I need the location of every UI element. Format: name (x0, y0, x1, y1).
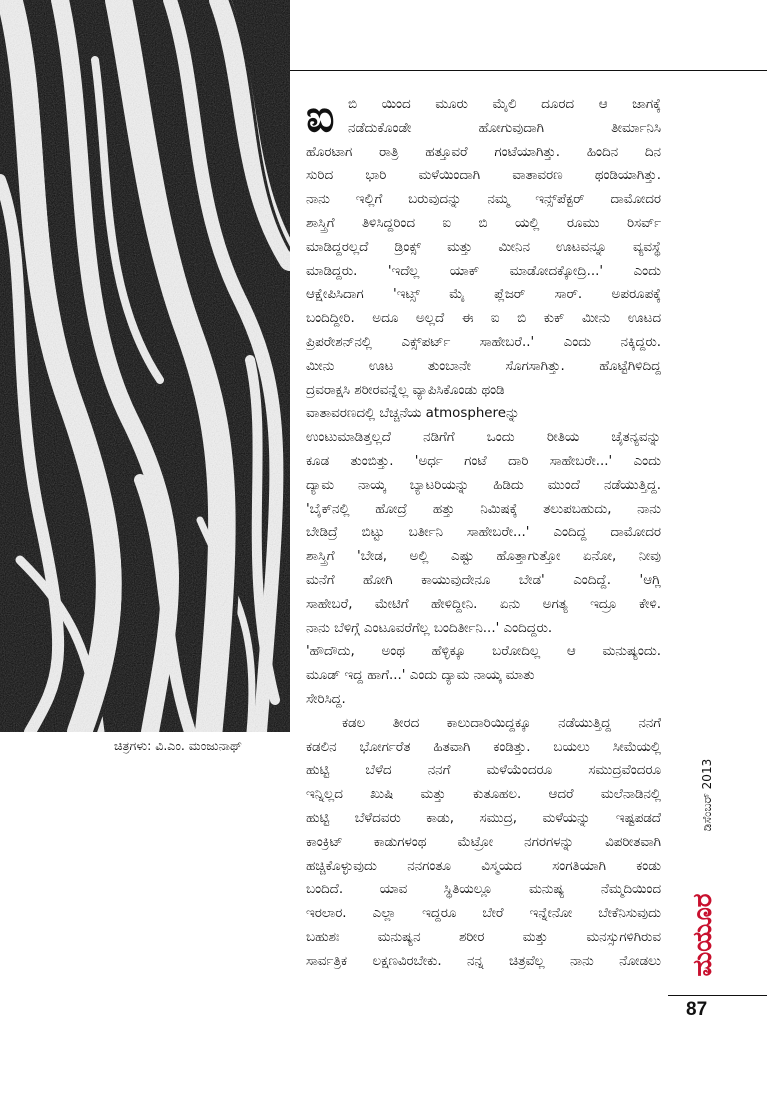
article-line: ಕಡಲ ತೀರದ ಕಾಲುದಾರಿಯಿದ್ದಕ್ಕೂ ನಡೆಯುತ್ತಿದ್ದ ನನಗೆ (342, 715, 661, 731)
drop-cap: ಐ (306, 91, 335, 142)
article-line: ಹಚ್ಚಿಕೊಳ್ಳುವುದು ನನಗಂತೂ ವಿಸ್ಮಯದ ಸಂಗತಿಯಾಗಿ ಕಂಡು (306, 858, 661, 874)
article-line: ಇನ್ನಿಲ್ಲದ ಖುಷಿ ಮತ್ತು ಕುತೂಹಲ. ಆದರೆ ಮಲೆನಾಡಿನಲ್ಲಿ (306, 787, 661, 803)
article-line: ಸುರಿದ ಭಾರಿ ಮಳೆಯಿಂದಾಗಿ ವಾತಾವರಣ ಥಂಡಿಯಾಗಿತ್ತು. (306, 168, 661, 184)
abstract-brushstroke-drawing (0, 0, 290, 732)
page-number: 87 (686, 999, 708, 1020)
magazine-logo (687, 880, 717, 988)
article-line: ಮೀನು ಊಟ ತುಂಬಾನೇ ಸೊಗಸಾಗಿತ್ತು. ಹೊಟ್ಟೆಗಿಳಿದಿದ್ದ (306, 358, 661, 374)
article-line: ಬಂದಿದ್ದೀರಿ. ಅದೂ ಅಲ್ಲದೆ ಈ ಐ ಬಿ ಕುಕ್ ಮೀನು ಊಟದ (306, 311, 661, 327)
article-line: ಬಿ ಯಿಂದ ಮೂರು ಮೈಲಿ ದೂರದ ಆ ಜಾಗಕ್ಕೆ (348, 97, 661, 112)
article-line: ಬಂದಿದೆ. ಯಾವ ಸ್ಥಿತಿಯಲ್ಲೂ ಮನುಷ್ಯ ನೆಮ್ಮದಿಯಿಂದ (306, 882, 661, 898)
article-line: ಶಾಸ್ತ್ರಿಗೆ ತಿಳಿಸಿದ್ದರಿಂದ ಐ ಬಿ ಯಲ್ಲಿ ರೂಮು ರಿಸರ್ವ್ (306, 215, 661, 231)
article-line: ದ್ರವರಾಕ್ಷಸಿ ಶರೀರವನ್ನೆಲ್ಲ ವ್ಯಾಪಿಸಿಕೊಂಡು ಥಂಡಿ (306, 382, 505, 398)
article-line: ಕಾಂಕ್ರಿಟ್ ಕಾಡುಗಳಂಥ ಮೆಟ್ರೋ ನಗರಗಳನ್ನು ವಿಪರೀತವಾಗಿ (306, 834, 661, 850)
article-line: 'ಹೌದೌದು, ಅಂಥ ಹೆಳ್ಳಿಕ್ಕೂ ಬರೋದಿಲ್ಲ ಆ ಮನುಷ್ಯಂದು. (306, 644, 661, 660)
article-line: ಬಹುಶಃ ಮನುಷ್ಯನ ಶರೀರ ಮತ್ತು ಮನಸ್ಸುಗಳಿಗಿರುವ (306, 929, 661, 945)
article-line: ಬೇಡಿದ್ರೆ ಬಿಟ್ಟು ಬರ್ತೀನಿ ಸಾಹೇಬರೇ...' ಎಂದಿದ್ದ ದಾಮೋದರ (306, 525, 661, 541)
article-line: ಹುಟ್ಟಿ ಬೆಳೆದ ನನಗೆ ಮಳೆಯೆಂದರೂ ಸಮುದ್ರವೆಂದರೂ (306, 763, 661, 779)
article-line: ಮಾಡಿದ್ದರು. 'ಇದೆಲ್ಲ ಯಾಕ್ ಮಾಡೋದಕ್ಕೋದ್ರಿ...' ಎಂದು (306, 263, 661, 279)
article-line: ಉಂಟುಮಾಡಿತ್ತಲ್ಲದೆ ನಡಿಗೆಗೆ ಒಂದು ರೀತಿಯ ಚೈತನ್ಯವನ್ನು (306, 430, 661, 446)
article-line: ಹುಟ್ಟಿ ಬೆಳೆದವರು ಕಾಡು, ಸಮುದ್ರ, ಮಳೆಯನ್ನು ಇಷ್ಟಪಡದೆ (306, 810, 661, 826)
article-line: ಕಡಲಿನ ಭೋರ್ಗರೆತ ಹಿತವಾಗಿ ಕಂಡಿತ್ತು. ಬಯಲು ಸೀಮೆಯಲ್ಲಿ (306, 739, 661, 755)
article-line: ಕೂಡ ತುಂಬಿತ್ತು. 'ಅರ್ಧ ಗಂಟೆ ದಾರಿ ಸಾಹೇಬರೇ...' ಎಂದು (306, 453, 661, 469)
illustration (0, 0, 290, 732)
article-line: ಪ್ರಿಪರೇಶನ್‌ನಲ್ಲಿ ಎಕ್ಸ್‌ಪರ್ಟ್ ಸಾಹೇಬರೆ..' ಎಂದು ನಕ್ಕಿದ್ದರು. (306, 334, 661, 350)
article-line: 'ಬೈಕ್‌ನಲ್ಲಿ ಹೋದ್ರೆ ಹತ್ತು ನಿಮಿಷಕ್ಕೆ ತಲುಪಬಹುದು, ನಾನು (306, 501, 661, 517)
article-line: ಹೊರಟಾಗ ರಾತ್ರಿ ಹತ್ತೂವರೆ ಗಂಟೆಯಾಗಿತ್ತು. ಹಿಂದಿನ ದಿನ (306, 144, 661, 160)
article-line: ಆಕ್ಷೇಪಿಸಿದಾಗ 'ಇಟ್ಸ್ ಮೈ ಪ್ಲೆಜರ್ ಸಾರ್. ಅಪರೂಪಕ್ಕೆ (306, 287, 661, 303)
figure-caption: ಚಿತ್ರಗಳು: ವಿ.ಎಂ. ಮಂಜುನಾಥ್ (114, 738, 243, 753)
article-line: ಇರಲಾರ. ಎಲ್ಲಾ ಇದ್ದರೂ ಬೇರೆ ಇನ್ನೇನೋ ಬೇಕೆನಿಸುವುದು (306, 906, 661, 922)
article-line: ಸಾಹೇಬರೆ, ಮೇಟಿಗೆ ಹೇಳಿದ್ದೀನಿ. ಏನು ಅಗತ್ಯ ಇದ್ರೂ ಕೇಳಿ. (306, 596, 661, 612)
article-line: ಸಾರ್ವತ್ರಿಕ ಲಕ್ಷಣವಿರಬೇಕು. ನನ್ನ ಚಿತ್ರವೆಲ್ಲ ನಾನು ನೋಡಲು (306, 953, 661, 969)
article-line: ನಾನು ಬೆಳಿಗ್ಗೆ ಎಂಟೂವರೆಗೆಲ್ಲ ಬಂದಿರ್ತೀನಿ...' ಎಂದಿದ್ದರು. (306, 620, 553, 636)
article-line: ಮನೆಗೆ ಹೋಗಿ ಕಾಯುವುದೇನೂ ಬೇಡ' ಎಂದಿದ್ದೆ. 'ಆಗ್ಲಿ (306, 572, 661, 588)
article-line: ಮೂಡ್ ಇದ್ದ ಹಾಗೆ...' ಎಂದು ದ್ಯಾಮ ನಾಯ್ಕ ಮಾತು (306, 668, 535, 684)
top-divider (290, 70, 767, 71)
article-line: ದ್ಯಾಮ ನಾಯ್ಕ ಬ್ಯಾಟರಿಯನ್ನು ಹಿಡಿದು ಮುಂದೆ ನಡೆಯುತ್ತಿದ್ದ. (306, 477, 661, 493)
article-line: ಮಾಡಿದ್ದರಲ್ಲದೆ ಡ್ರಿಂಕ್ಸ್ ಮತ್ತು ಮೀನಿನ ಊಟವನ್ನೂ ವ್ಯವಸ್ಥೆ (306, 239, 661, 255)
issue-date: ಡಿಸೆಂಬರ್ 2013 (700, 758, 714, 832)
magazine-name: ಮಯೂರ (688, 893, 718, 977)
article-line: ಸೇರಿಸಿದ್ದ. (306, 691, 346, 707)
article-body (306, 93, 661, 973)
page-number-divider (668, 995, 767, 996)
article-line: ನಡೆದುಕೊಂಡೇ ಹೋಗುವುದಾಗಿ ತೀರ್ಮಾನಿಸಿ (348, 120, 661, 136)
article-line: ವಾತಾವರಣದಲ್ಲಿ ಬೆಚ್ಚನೆಯ atmosphereನ್ನು (306, 406, 520, 422)
article-line: ನಾನು ಇಲ್ಲಿಗೆ ಬರುವುದನ್ನು ನಮ್ಮ ಇನ್ಸ್‌ಪೆಕ್ಟರ್ ದಾಮೋದರ (306, 192, 661, 208)
article-line: ಶಾಸ್ತ್ರಿಗೆ 'ಬೇಡ, ಅಲ್ಲಿ ಎಷ್ಟು ಹೊತ್ತಾಗುತ್ತೋ ಏನೋ, ನೀವು (306, 549, 661, 565)
